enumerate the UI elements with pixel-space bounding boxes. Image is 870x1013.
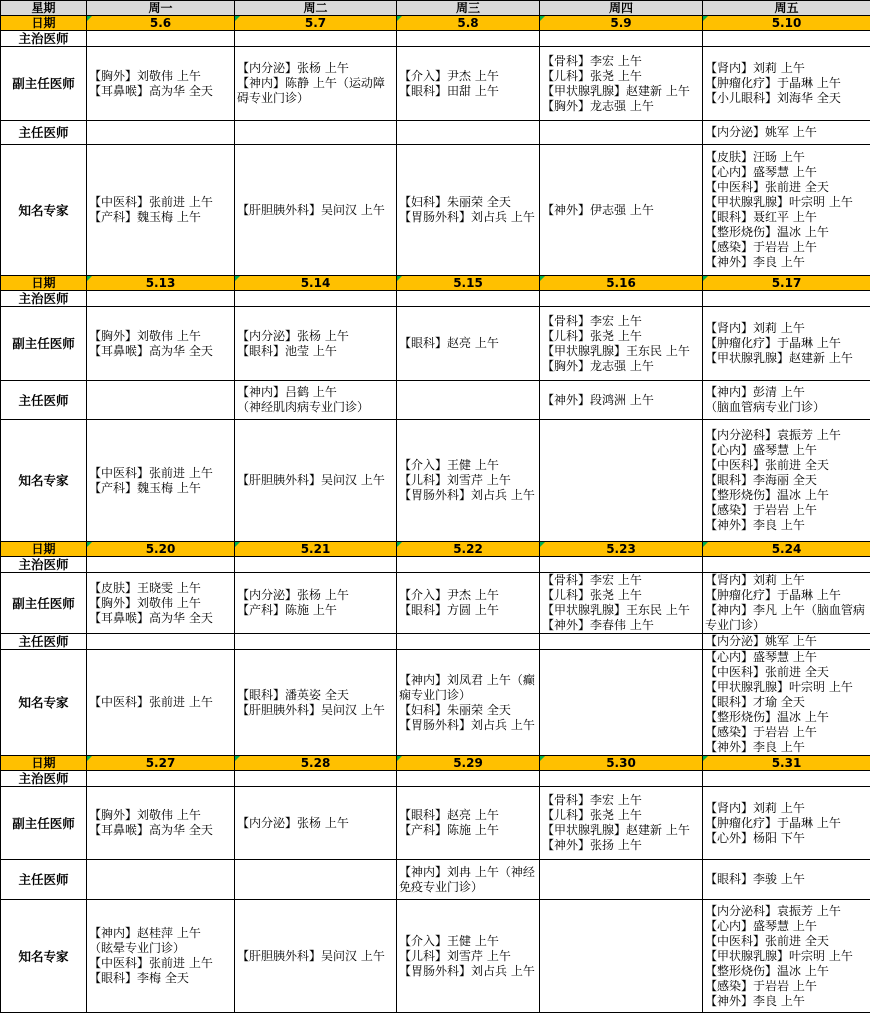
schedule-cell — [235, 121, 397, 145]
schedule-cell: 【肝胆胰外科】吴问汉 上午 — [235, 420, 397, 542]
schedule-cell: 【皮肤】汪旸 上午 【心内】盛琴慧 上午 【中医科】张前进 全天 【甲状腺乳腺】叶宗明 上午 【眼科】聂红平 上午 【整形烧伤】温冰 上午 【感染】于岩岩 上午 【神外】李良 上午 — [703, 145, 870, 276]
zhiming-row-label: 知名专家 — [1, 420, 87, 542]
header-friday: 周五 — [703, 1, 870, 16]
schedule-cell: 【骨科】李宏 上午 【儿科】张尧 上午 【甲状腺乳腺】赵建新 上午 【神外】张扬 上午 — [540, 787, 703, 860]
schedule-cell: 【皮肤】王晓雯 上午 【胸外】刘敬伟 上午 【耳鼻喉】高为华 全天 — [87, 573, 235, 634]
date-cell: 5.10 — [703, 16, 870, 31]
schedule-cell: 【内分泌】张杨 上午 — [235, 787, 397, 860]
zhuren-row-label: 主任医师 — [1, 860, 87, 900]
zhuren-row — [1, 860, 870, 900]
schedule-cell — [235, 557, 397, 573]
schedule-cell — [703, 557, 870, 573]
date-cell: 5.21 — [235, 542, 397, 557]
schedule-cell: 【介入】尹杰 上午 【眼科】方圆 上午 — [397, 573, 540, 634]
schedule-cell: 【肝胆胰外科】吴问汉 上午 — [235, 145, 397, 276]
schedule-cell — [87, 381, 235, 420]
zhuzhi-row — [1, 557, 870, 573]
schedule-cell — [540, 557, 703, 573]
date-row — [1, 542, 870, 557]
header-wednesday: 周三 — [397, 1, 540, 16]
zhuren-row-label: 主任医师 — [1, 634, 87, 650]
schedule-cell: 【胸外】刘敬伟 上午 【耳鼻喉】高为华 全天 — [87, 787, 235, 860]
header-monday: 周一 — [87, 1, 235, 16]
date-cell: 5.17 — [703, 276, 870, 291]
schedule-cell: 【内分泌】姚军 上午 — [703, 121, 870, 145]
header-weekday-label: 星期 — [1, 1, 87, 16]
schedule-cell — [397, 291, 540, 307]
zhuren-row — [1, 381, 870, 420]
fuzhuren-row-label: 副主任医师 — [1, 307, 87, 381]
schedule-cell: 【介入】王健 上午 【儿科】刘雪芹 上午 【胃肠外科】刘占兵 上午 — [397, 900, 540, 1013]
date-row-label: 日期 — [1, 276, 87, 291]
zhuzhi-row — [1, 31, 870, 47]
schedule-cell: 【中医科】张前进 上午 【产科】魏玉梅 上午 — [87, 145, 235, 276]
date-cell: 5.6 — [87, 16, 235, 31]
schedule-cell: 【神内】赵桂萍 上午 （眩晕专业门诊） 【中医科】张前进 上午 【眼科】李梅 全天 — [87, 900, 235, 1013]
schedule-cell: 【神内】吕鹤 上午 （神经肌肉病专业门诊） — [235, 381, 397, 420]
header-thursday: 周四 — [540, 1, 703, 16]
fuzhuren-row — [1, 787, 870, 860]
schedule-cell — [540, 900, 703, 1013]
schedule-cell — [87, 771, 235, 787]
schedule-cell — [235, 634, 397, 650]
header-tuesday: 周二 — [235, 1, 397, 16]
schedule-cell — [703, 291, 870, 307]
zhuren-row — [1, 634, 870, 650]
date-cell: 5.15 — [397, 276, 540, 291]
date-cell: 5.23 — [540, 542, 703, 557]
schedule-cell — [235, 31, 397, 47]
schedule-cell — [235, 860, 397, 900]
schedule-cell — [397, 557, 540, 573]
zhiming-row — [1, 420, 870, 542]
date-cell: 5.29 — [397, 756, 540, 771]
schedule-cell — [87, 557, 235, 573]
schedule-cell: 【神外】段鸿洲 上午 — [540, 381, 703, 420]
schedule-cell: 【肾内】刘莉 上午 【肿瘤化疗】于晶琳 上午 【神内】李凡 上午（脑血管病专业门诊） — [703, 573, 870, 634]
zhuzhi-row-label: 主治医师 — [1, 291, 87, 307]
schedule-cell: 【骨科】李宏 上午 【儿科】张尧 上午 【甲状腺乳腺】赵建新 上午 【胸外】龙志强 上午 — [540, 47, 703, 121]
date-cell: 5.24 — [703, 542, 870, 557]
schedule-cell — [540, 650, 703, 756]
schedule-cell: 【肾内】刘莉 上午 【肿瘤化疗】于晶琳 上午 【甲状腺乳腺】赵建新 上午 — [703, 307, 870, 381]
date-cell: 5.28 — [235, 756, 397, 771]
zhiming-row — [1, 900, 870, 1013]
zhiming-row-label: 知名专家 — [1, 145, 87, 276]
fuzhuren-row — [1, 573, 870, 634]
schedule-cell — [235, 771, 397, 787]
schedule-cell — [540, 771, 703, 787]
date-cell: 5.7 — [235, 16, 397, 31]
zhiming-row — [1, 145, 870, 276]
date-cell: 5.14 — [235, 276, 397, 291]
schedule-cell — [540, 420, 703, 542]
schedule-cell — [397, 634, 540, 650]
schedule-cell: 【内分泌科】袁振芳 上午 【心内】盛琴慧 上午 【中医科】张前进 全天 【眼科】李海丽 全天 【整形烧伤】温冰 上午 【感染】于岩岩 上午 【神外】李良 上午 — [703, 420, 870, 542]
schedule-cell — [397, 31, 540, 47]
fuzhuren-row-label: 副主任医师 — [1, 47, 87, 121]
date-row — [1, 16, 870, 31]
schedule-cell — [397, 771, 540, 787]
schedule-cell — [87, 634, 235, 650]
zhuzhi-row-label: 主治医师 — [1, 771, 87, 787]
schedule-cell: 【神内】彭清 上午 （脑血管病专业门诊） — [703, 381, 870, 420]
schedule-cell — [703, 31, 870, 47]
schedule-cell: 【肝胆胰外科】吴问汉 上午 — [235, 900, 397, 1013]
zhuren-row-label: 主任医师 — [1, 381, 87, 420]
schedule-cell — [540, 634, 703, 650]
date-row-label: 日期 — [1, 756, 87, 771]
schedule-cell: 【神外】伊志强 上午 — [540, 145, 703, 276]
zhuzhi-row — [1, 771, 870, 787]
schedule-cell — [540, 860, 703, 900]
schedule-cell: 【内分泌科】袁振芳 上午 【心内】盛琴慧 上午 【中医科】张前进 全天 【甲状腺乳腺】叶宗明 上午 【整形烧伤】温冰 上午 【感染】于岩岩 上午 【神外】李良 上午 — [703, 900, 870, 1013]
schedule-cell — [87, 31, 235, 47]
date-row-label: 日期 — [1, 542, 87, 557]
zhiming-row-label: 知名专家 — [1, 900, 87, 1013]
schedule-cell: 【骨科】李宏 上午 【儿科】张尧 上午 【甲状腺乳腺】王东民 上午 【神外】李春伟 上午 — [540, 573, 703, 634]
date-cell: 5.8 — [397, 16, 540, 31]
fuzhuren-row — [1, 307, 870, 381]
schedule-cell: 【骨科】李宏 上午 【儿科】张尧 上午 【甲状腺乳腺】王东民 上午 【胸外】龙志强 上午 — [540, 307, 703, 381]
schedule-cell — [397, 381, 540, 420]
schedule-cell: 【肾内】刘莉 上午 【肿瘤化疗】于晶琳 上午 【心外】杨阳 下午 — [703, 787, 870, 860]
zhiming-row-label: 知名专家 — [1, 650, 87, 756]
schedule-cell — [540, 31, 703, 47]
schedule-cell: 【内分泌】姚军 上午 — [703, 634, 870, 650]
schedule-cell: 【眼科】潘英姿 全天 【肝胆胰外科】吴问汉 上午 — [235, 650, 397, 756]
date-cell: 5.13 — [87, 276, 235, 291]
schedule-cell: 【胸外】刘敬伟 上午 【耳鼻喉】高为华 全天 — [87, 47, 235, 121]
fuzhuren-row — [1, 47, 870, 121]
zhiming-row — [1, 650, 870, 756]
zhuzhi-row-label: 主治医师 — [1, 31, 87, 47]
schedule-cell — [397, 121, 540, 145]
schedule-cell — [87, 121, 235, 145]
date-cell: 5.9 — [540, 16, 703, 31]
zhuren-row-label: 主任医师 — [1, 121, 87, 145]
schedule-cell — [703, 771, 870, 787]
schedule-cell: 【胸外】刘敬伟 上午 【耳鼻喉】高为华 全天 — [87, 307, 235, 381]
schedule-cell — [540, 121, 703, 145]
schedule-cell: 【中医科】张前进 上午 【产科】魏玉梅 上午 — [87, 420, 235, 542]
schedule-cell: 【内分泌】张杨 上午 【产科】陈施 上午 — [235, 573, 397, 634]
zhuzhi-row — [1, 291, 870, 307]
schedule-cell — [87, 860, 235, 900]
schedule-cell: 【眼科】赵亮 上午 — [397, 307, 540, 381]
zhuren-row — [1, 121, 870, 145]
schedule-cell: 【介入】尹杰 上午 【眼科】田甜 上午 — [397, 47, 540, 121]
schedule-cell: 【妇科】朱丽荣 全天 【胃肠外科】刘占兵 上午 — [397, 145, 540, 276]
schedule-cell: 【眼科】赵亮 上午 【产科】陈施 上午 — [397, 787, 540, 860]
schedule-cell: 【肾内】刘莉 上午 【肿瘤化疗】于晶琳 上午 【小儿眼科】刘海华 全天 — [703, 47, 870, 121]
date-cell: 5.31 — [703, 756, 870, 771]
schedule-cell: 【神内】刘冉 上午（神经免疫专业门诊） — [397, 860, 540, 900]
schedule-cell — [235, 291, 397, 307]
date-cell: 5.30 — [540, 756, 703, 771]
date-row-label: 日期 — [1, 16, 87, 31]
date-cell: 5.27 — [87, 756, 235, 771]
header-row — [1, 1, 870, 16]
zhuzhi-row-label: 主治医师 — [1, 557, 87, 573]
schedule-cell: 【介入】王健 上午 【儿科】刘雪芹 上午 【胃肠外科】刘占兵 上午 — [397, 420, 540, 542]
schedule-cell — [540, 291, 703, 307]
date-row — [1, 756, 870, 771]
date-cell: 5.22 — [397, 542, 540, 557]
schedule-cell: 【神内】刘凤君 上午（癫痫专业门诊） 【妇科】朱丽荣 全天 【胃肠外科】刘占兵 上午 — [397, 650, 540, 756]
date-row — [1, 276, 870, 291]
fuzhuren-row-label: 副主任医师 — [1, 787, 87, 860]
schedule-cell: 【中医科】张前进 上午 — [87, 650, 235, 756]
date-cell: 5.20 — [87, 542, 235, 557]
schedule-cell: 【内分泌】张杨 上午 【眼科】池莹 上午 — [235, 307, 397, 381]
schedule-cell: 【心内】盛琴慧 上午 【中医科】张前进 全天 【甲状腺乳腺】叶宗明 上午 【眼科】才瑜 全天 【整形烧伤】温冰 上午 【感染】于岩岩 上午 【神外】李良 上午 — [703, 650, 870, 756]
schedule-cell: 【眼科】李骏 上午 — [703, 860, 870, 900]
schedule-cell — [87, 291, 235, 307]
schedule-cell: 【内分泌】张杨 上午 【神内】陈静 上午（运动障碍专业门诊） — [235, 47, 397, 121]
fuzhuren-row-label: 副主任医师 — [1, 573, 87, 634]
date-cell: 5.16 — [540, 276, 703, 291]
